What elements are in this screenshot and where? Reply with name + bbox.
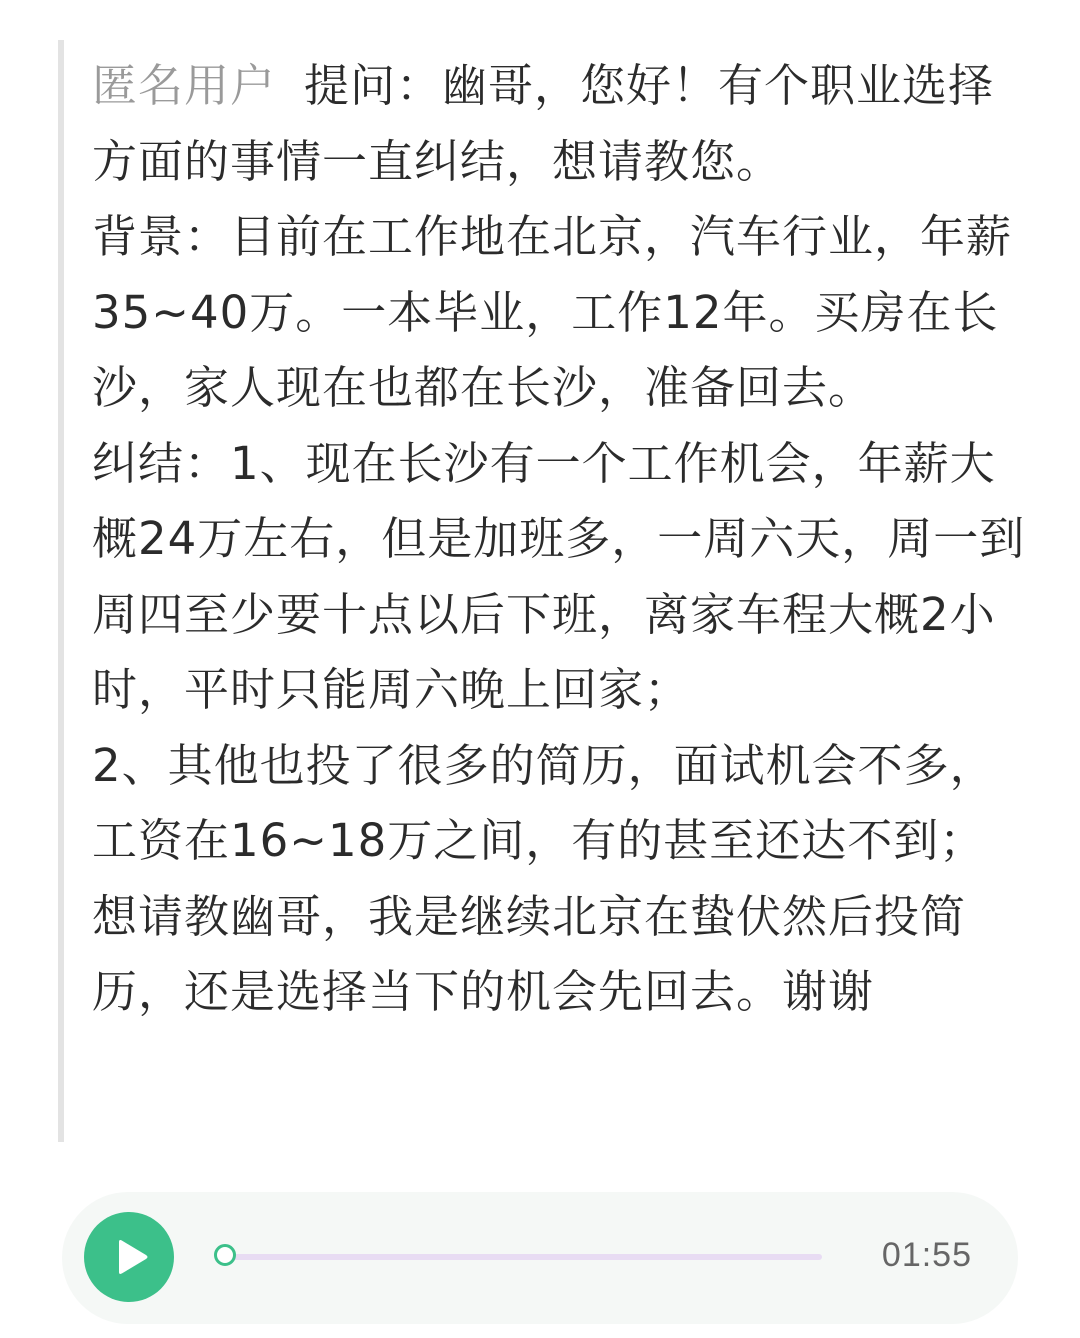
audio-player <box>62 1192 1018 1324</box>
question-text <box>92 48 1032 1030</box>
question-paragraph: 想请教幽哥，我是继续北京在蛰伏然后投简历，还是选择当下的机会先回去。谢谢 <box>92 889 967 1018</box>
progress-track[interactable] <box>226 1254 822 1260</box>
asker-name: 匿名用户 <box>92 59 277 112</box>
play-button[interactable] <box>84 1212 174 1302</box>
question-paragraph: 2、其他也投了很多的简历，面试机会不多，工资在16~18万之间，有的甚至还达不到； <box>92 738 996 867</box>
audio-duration: 01:55 <box>881 1236 972 1274</box>
play-icon <box>115 1239 149 1275</box>
question-quote-block <box>58 40 1044 1142</box>
question-paragraph: 背景：目前在工作地在北京，汽车行业，年薪35~40万。一本毕业，工作12年。买房在长沙，家人现在也都在长沙，准备回去。 <box>92 210 1013 414</box>
question-paragraph: 纠结：1、现在长沙有一个工作机会，年薪大概24万左右，但是加班多，一周六天，周一到周四至少要十点以后下班，离家车程大概2小时，平时只能周六晚上回家； <box>92 436 1026 716</box>
progress-knob[interactable] <box>214 1244 236 1266</box>
question-paragraph <box>92 48 1032 199</box>
question-intro: 提问：幽哥，您好！有个职业选择方面的事情一直纠结，想请教您。 <box>92 59 995 188</box>
